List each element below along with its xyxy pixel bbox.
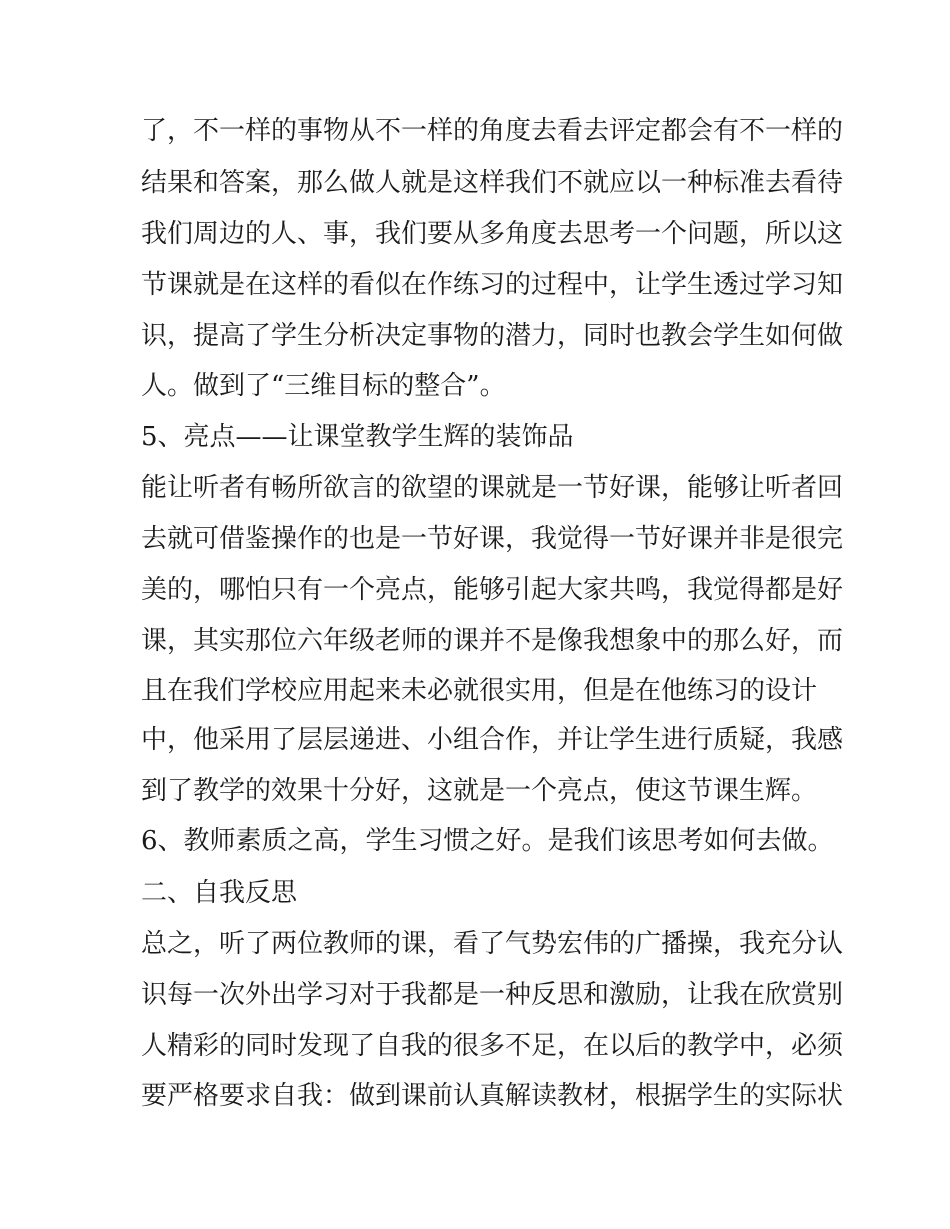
section-heading: 6、教师素质之高，学生习惯之好。是我们该思考如何去做。 bbox=[141, 826, 834, 856]
text-line: 去就可借鉴操作的也是一节好课，我觉得一节好课并非是很完 bbox=[141, 524, 844, 554]
text-line: 到了教学的效果十分好，这就是一个亮点，使这节课生辉。 bbox=[141, 776, 818, 806]
text-line: 要严格要求自我：做到课前认真解读教材，根据学生的实际状 bbox=[141, 1081, 844, 1111]
text-line: 识每一次外出学习对于我都是一种反思和激励，让我在欣赏别 bbox=[141, 980, 844, 1010]
text-line: 节课就是在这样的看似在作练习的过程中，让学生透过学习知 bbox=[141, 270, 844, 300]
text-line: 了，不一样的事物从不一样的角度去看去评定都会有不一样的 bbox=[141, 116, 844, 146]
section-heading: 5、亮点——让课堂教学生辉的装饰品 bbox=[141, 422, 574, 452]
text-line: 识，提高了学生分析决定事物的潜力，同时也教会学生如何做 bbox=[141, 321, 844, 351]
text-line: 人精彩的同时发现了自我的很多不足，在以后的教学中，必须 bbox=[141, 1031, 844, 1061]
text-line: 美的，哪怕只有一个亮点，能够引起大家共鸣，我觉得都是好 bbox=[141, 575, 844, 605]
text-line: 且在我们学校应用起来未必就很实用，但是在他练习的设计 bbox=[141, 676, 818, 706]
text-line: 中，他采用了层层递进、小组合作，并让学生进行质疑，我感 bbox=[141, 725, 844, 755]
text-line: 我们周边的人、事，我们要从多角度去思考一个问题，所以这 bbox=[141, 219, 844, 249]
section-heading: 二、自我反思 bbox=[141, 878, 298, 908]
text-line: 总之，听了两位教师的课，看了气势宏伟的广播操，我充分认 bbox=[141, 929, 844, 959]
text-line: 人。做到了“三维目标的整合”。 bbox=[141, 371, 506, 401]
text-line: 能让听者有畅所欲言的欲望的课就是一节好课，能够让听者回 bbox=[141, 473, 844, 503]
text-line: 课，其实那位六年级老师的课并不是像我想象中的那么好，而 bbox=[141, 626, 844, 656]
text-line: 结果和答案，那么做人就是这样我们不就应以一种标准去看待 bbox=[141, 168, 844, 198]
